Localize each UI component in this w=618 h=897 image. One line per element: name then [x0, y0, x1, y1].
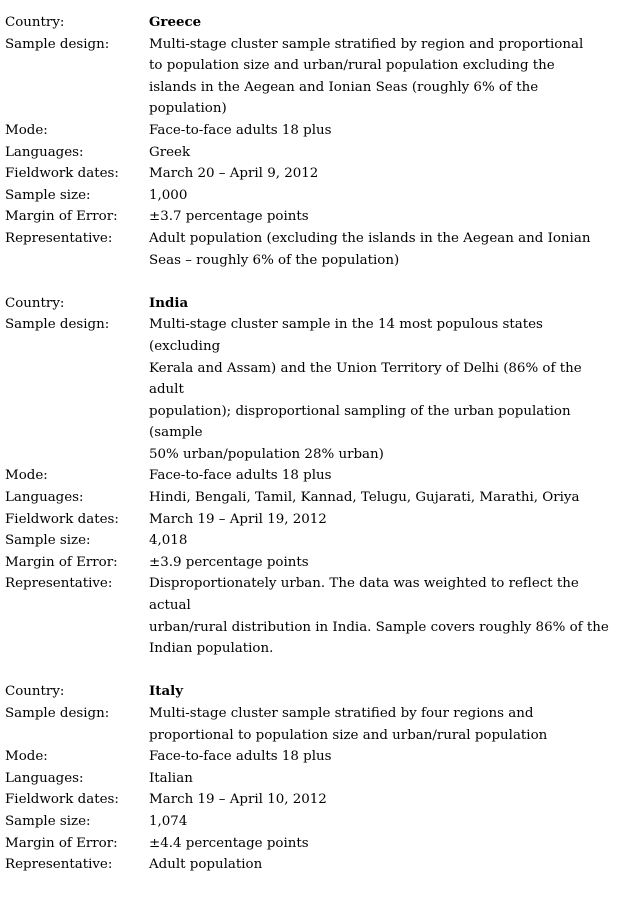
sample-design-value	[149, 34, 615, 120]
margin-of-error-label: Margin of Error:	[5, 209, 118, 225]
fieldwork-dates-row	[5, 789, 615, 811]
mode-row	[5, 746, 615, 768]
mode-value: Face-to-face adults 18 plus	[149, 749, 332, 765]
fieldwork-dates-label: Fieldwork dates:	[5, 792, 119, 808]
mode-label: Mode:	[5, 468, 48, 484]
mode-value: Face-to-face adults 18 plus	[149, 468, 332, 484]
margin-of-error-row	[5, 552, 615, 574]
fieldwork-dates-row	[5, 163, 615, 185]
country-label: Country:	[5, 295, 65, 311]
country-label: Country:	[5, 15, 65, 30]
languages-value: Italian	[149, 770, 193, 786]
margin-of-error-label: Margin of Error:	[5, 835, 118, 851]
representative-row	[5, 573, 615, 659]
margin-of-error-row	[5, 833, 615, 855]
mode-label: Mode:	[5, 749, 48, 765]
margin-of-error-row	[5, 206, 615, 228]
fieldwork-dates-value: March 19 – April 10, 2012	[149, 792, 327, 808]
fieldwork-dates-label: Fieldwork dates:	[5, 511, 119, 527]
country-name: Greece	[149, 14, 202, 30]
country-row	[5, 12, 615, 34]
sample-design-line: islands in the Aegean and Ionian Seas (roughly 6% of the	[149, 79, 539, 95]
country-row	[5, 293, 615, 315]
sample-design-line: Multi-stage cluster sample in the 14 most populous states (excluding	[149, 317, 543, 354]
sample-size-value: 1,074	[149, 813, 188, 829]
representative-line: Adult population	[149, 857, 263, 873]
representative-label: Representative:	[5, 576, 113, 592]
survey-methodology-document	[5, 12, 615, 897]
country-label: Country:	[5, 684, 65, 700]
mode-value: Face-to-face adults 18 plus	[149, 122, 332, 138]
margin-of-error-value: ±4.4 percentage points	[149, 835, 309, 851]
country-block-italy	[5, 681, 615, 875]
fieldwork-dates-value: March 19 – April 19, 2012	[149, 511, 327, 527]
sample-design-row	[5, 34, 615, 120]
languages-row	[5, 487, 615, 509]
languages-label: Languages:	[5, 490, 84, 506]
representative-label: Representative:	[5, 230, 113, 246]
country-name: India	[149, 294, 189, 311]
sample-design-label: Sample design:	[5, 36, 110, 52]
sample-size-row	[5, 811, 615, 833]
mode-row	[5, 120, 615, 142]
fieldwork-dates-value: March 20 – April 9, 2012	[149, 166, 319, 182]
languages-value: Greek	[149, 144, 191, 160]
representative-row	[5, 854, 615, 876]
sample-design-label: Sample design:	[5, 706, 110, 721]
representative-row	[5, 228, 615, 271]
fieldwork-dates-row	[5, 509, 615, 531]
sample-size-row	[5, 185, 615, 207]
languages-row	[5, 142, 615, 164]
mode-row	[5, 465, 615, 487]
representative-line: Disproportionately urban. The data was weighted to reflect the actual	[149, 576, 579, 614]
languages-value: Hindi, Bengali, Tamil, Kannad, Telugu, Gujarati, Marathi, Oriya	[149, 490, 580, 506]
sample-size-label: Sample size:	[5, 187, 91, 203]
representative-line: Indian population.	[149, 641, 274, 657]
margin-of-error-value: ±3.9 percentage points	[149, 554, 309, 570]
languages-label: Languages:	[5, 144, 84, 160]
sample-size-row	[5, 530, 615, 552]
representative-value	[149, 228, 615, 271]
sample-design-line: Kerala and Assam) and the Union Territory of Delhi (86% of the adult	[149, 360, 582, 398]
sample-size-label: Sample size:	[5, 533, 91, 549]
sample-design-line: 50% urban/population 28% urban)	[149, 446, 384, 462]
languages-row	[5, 768, 615, 790]
representative-value	[149, 573, 615, 659]
representative-line: Seas – roughly 6% of the population)	[149, 252, 400, 268]
sample-design-value	[149, 703, 615, 746]
sample-design-line: proportional to population size and urban/rural population	[149, 727, 548, 743]
sample-design-line: population); disproportional sampling of the urban population (sample	[149, 403, 571, 441]
mode-label: Mode:	[5, 122, 48, 138]
sample-design-line: population)	[149, 101, 227, 117]
sample-design-line: Multi-stage cluster sample stratified by four regions and	[149, 706, 534, 721]
representative-line: urban/rural distribution in India. Sample covers roughly 86% of the	[149, 619, 609, 635]
representative-value	[149, 854, 615, 876]
sample-size-value: 1,000	[149, 187, 188, 203]
sample-design-label: Sample design:	[5, 317, 110, 333]
country-name: Italy	[149, 683, 183, 700]
sample-design-row	[5, 703, 615, 746]
sample-design-line: Multi-stage cluster sample stratified by region and proportional	[149, 36, 584, 52]
margin-of-error-label: Margin of Error:	[5, 554, 118, 570]
fieldwork-dates-label: Fieldwork dates:	[5, 166, 119, 182]
country-block-greece	[5, 12, 615, 271]
sample-design-value	[149, 314, 615, 465]
sample-design-line: to population size and urban/rural population excluding the	[149, 58, 555, 74]
sample-size-value: 4,018	[149, 533, 188, 549]
sample-design-row	[5, 314, 615, 465]
representative-label: Representative:	[5, 857, 113, 873]
languages-label: Languages:	[5, 770, 84, 786]
country-row	[5, 681, 615, 703]
sample-size-label: Sample size:	[5, 813, 91, 829]
representative-line: Adult population (excluding the islands in the Aegean and Ionian	[149, 230, 591, 246]
margin-of-error-value: ±3.7 percentage points	[149, 209, 309, 225]
country-block-india	[5, 293, 615, 660]
